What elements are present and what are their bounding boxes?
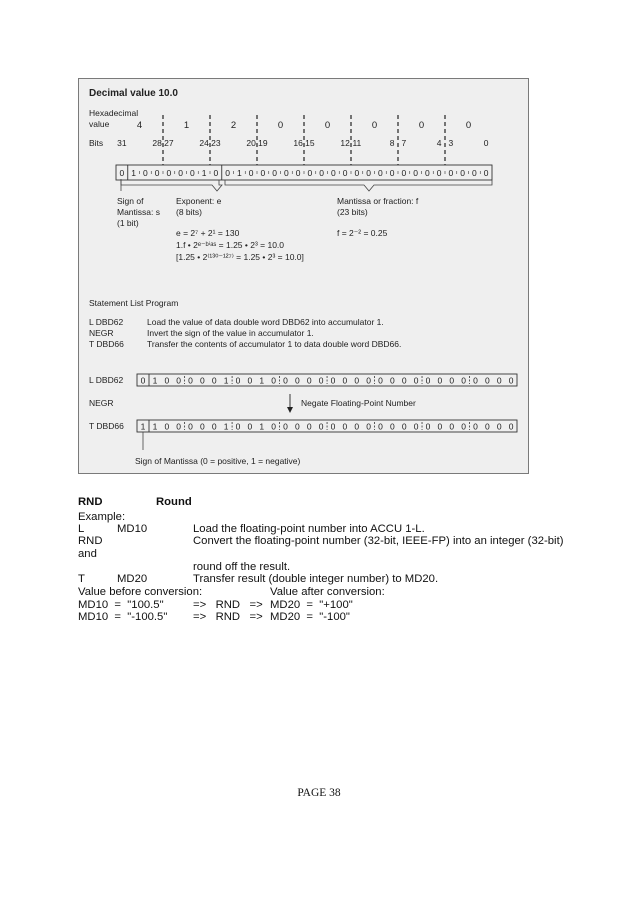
reg2-label: T DBD66 bbox=[89, 421, 124, 431]
hex-digit: 0 bbox=[324, 120, 331, 131]
bit-number: 20 bbox=[246, 138, 256, 148]
register-bit: 1 bbox=[140, 421, 146, 432]
register-dbd66 bbox=[137, 420, 517, 432]
mantissa-equation: f = 2⁻² = 0.25 bbox=[337, 228, 388, 238]
bit-number: 4 bbox=[436, 138, 442, 148]
negr-note: Negate Floating-Point Number bbox=[301, 398, 416, 408]
register-bit: 0 bbox=[413, 421, 419, 432]
conv2-input: MD10 = "-100.5" bbox=[78, 611, 168, 623]
register-bit: 1 bbox=[223, 375, 229, 386]
register-bit: 0 bbox=[366, 375, 371, 386]
bit-cell: 0 bbox=[225, 168, 230, 178]
register-bit: 0 bbox=[496, 421, 502, 432]
register-bit: 0 bbox=[176, 421, 182, 432]
register-bit: 0 bbox=[484, 421, 490, 432]
register-bit: 0 bbox=[437, 421, 443, 432]
stl-desc-1: Load the value of data double word DBD62 into accumulator 1. bbox=[147, 317, 384, 327]
bit-cell: 0 bbox=[436, 168, 442, 178]
bit-cell: 0 bbox=[354, 168, 360, 178]
stl-desc-2: Invert the sign of the value in accumulator 1. bbox=[147, 328, 314, 338]
register-bit: 0 bbox=[401, 375, 407, 386]
ieee-float-figure bbox=[78, 78, 529, 474]
bit-cell: 0 bbox=[425, 168, 430, 178]
register-bit: 0 bbox=[318, 375, 324, 386]
register-bit: 0 bbox=[164, 421, 170, 432]
register-bit: 0 bbox=[342, 375, 348, 386]
example-label: Example: bbox=[78, 511, 126, 523]
register-bit: 0 bbox=[354, 421, 360, 432]
register-bit: 0 bbox=[188, 375, 193, 386]
after-label: Value after conversion: bbox=[270, 586, 385, 598]
hex-digit: 0 bbox=[277, 120, 284, 131]
bit-cell: 0 bbox=[284, 168, 289, 178]
register-dbd62 bbox=[137, 374, 517, 386]
register-bit: 0 bbox=[413, 375, 419, 386]
row2-desc: Convert the floating-point number (32-bit, IEEE-FP) into an integer (32-bit) bbox=[193, 535, 564, 547]
hex-digit: 1 bbox=[183, 120, 190, 131]
register-bit: 0 bbox=[235, 375, 241, 386]
row1-operand: MD10 bbox=[117, 523, 148, 535]
negate-arrow-head bbox=[287, 407, 293, 413]
rnd-heading-title: Round bbox=[156, 496, 192, 508]
bit-number: 24 bbox=[199, 138, 209, 148]
bit-number: 19 bbox=[258, 138, 268, 148]
register-bit: 0 bbox=[283, 375, 288, 386]
row1-op: L bbox=[78, 523, 85, 535]
register-bit: 0 bbox=[461, 421, 466, 432]
bit-cell: 0 bbox=[472, 168, 477, 178]
register-bit: 0 bbox=[437, 375, 443, 386]
exponent-equation: e = 2⁷ + 2¹ = 130 bbox=[176, 228, 240, 238]
bit-cell: 0 bbox=[119, 168, 125, 178]
register-bit: 0 bbox=[354, 375, 360, 386]
row3-desc: Transfer result (double integer number) to MD20. bbox=[193, 573, 439, 585]
bit-number: 28 bbox=[152, 138, 162, 148]
stl-instr-3: T DBD66 bbox=[89, 339, 124, 349]
bit-numbers bbox=[117, 138, 489, 148]
register-bit: 0 bbox=[449, 375, 455, 386]
stl-instr-2: NEGR bbox=[89, 328, 114, 338]
row1-desc: Load the floating-point number into ACCU 1-L. bbox=[193, 523, 425, 535]
bit-number: 8 bbox=[389, 138, 395, 148]
bit-cell: 0 bbox=[389, 168, 395, 178]
bit-cell: 0 bbox=[248, 168, 254, 178]
bit-cell: 0 bbox=[378, 168, 383, 178]
bit-number: 23 bbox=[211, 138, 221, 148]
register-bit: 0 bbox=[389, 421, 395, 432]
bit-cell: 0 bbox=[307, 168, 313, 178]
register-bit: 0 bbox=[200, 421, 205, 432]
row2-desc-2: round off the result. bbox=[193, 561, 291, 573]
register-bit: 0 bbox=[378, 421, 383, 432]
bit-cell: 0 bbox=[460, 168, 465, 178]
register-bit: 0 bbox=[378, 375, 383, 386]
bit-number: 0 bbox=[483, 138, 489, 148]
bit-cell: 0 bbox=[413, 168, 418, 178]
bit-number: 27 bbox=[164, 138, 174, 148]
row2-op: RND bbox=[78, 535, 103, 547]
register-bit: 0 bbox=[401, 421, 407, 432]
bit-number: 15 bbox=[305, 138, 315, 148]
register-bit: 0 bbox=[366, 421, 371, 432]
register-bit: 1 bbox=[152, 421, 158, 432]
bit-cell: 1 bbox=[237, 168, 242, 178]
row2-continuation: and bbox=[78, 548, 97, 560]
register-bit: 0 bbox=[200, 375, 205, 386]
conv1-input: MD10 = "100.5" bbox=[78, 599, 164, 611]
register-bit: 0 bbox=[473, 375, 478, 386]
bit-number: 3 bbox=[448, 138, 454, 148]
hex-digit: 4 bbox=[136, 120, 143, 131]
bit-cell: 0 bbox=[166, 168, 172, 178]
bit-cell: 0 bbox=[154, 168, 160, 178]
bit-cell: 0 bbox=[272, 168, 277, 178]
stl-instr-1: L DBD62 bbox=[89, 317, 124, 327]
register-bit: 0 bbox=[164, 375, 170, 386]
register-bit: 0 bbox=[271, 421, 277, 432]
bit-cell: 0 bbox=[295, 168, 301, 178]
register-bit: 0 bbox=[295, 375, 300, 386]
bit-cell: 0 bbox=[448, 168, 454, 178]
register-bit: 0 bbox=[473, 421, 478, 432]
hex-digit: 0 bbox=[465, 120, 472, 131]
register-bit: 0 bbox=[342, 421, 348, 432]
register-bit: 0 bbox=[306, 375, 312, 386]
register-bit: 0 bbox=[140, 375, 146, 386]
exponent-label-1: Exponent: e bbox=[176, 196, 222, 206]
register-bit: 0 bbox=[211, 375, 217, 386]
register-bit: 1 bbox=[223, 421, 229, 432]
bit-cell: 0 bbox=[319, 168, 324, 178]
exponent-label-2: (8 bits) bbox=[176, 207, 202, 217]
conv2-op: => RND => bbox=[193, 611, 263, 623]
negr-label: NEGR bbox=[89, 398, 114, 408]
register-bit: 1 bbox=[259, 421, 265, 432]
conv2-output: MD20 = "-100" bbox=[270, 611, 350, 623]
register-bit: 0 bbox=[330, 375, 336, 386]
hex-label-2: value bbox=[89, 119, 110, 129]
sign-label-2: Mantissa: s bbox=[117, 207, 160, 217]
hex-digit: 0 bbox=[418, 120, 425, 131]
bit-number: 31 bbox=[117, 138, 127, 148]
sign-label-1: Sign of bbox=[117, 196, 144, 206]
bit-number: 7 bbox=[401, 138, 407, 148]
register-bit: 0 bbox=[247, 421, 253, 432]
register-bit: 0 bbox=[461, 375, 466, 386]
register-bit: 0 bbox=[449, 421, 455, 432]
register-bit: 0 bbox=[306, 421, 312, 432]
register-bit: 0 bbox=[247, 375, 253, 386]
conv1-op: => RND => bbox=[193, 599, 263, 611]
register-bit: 0 bbox=[508, 375, 514, 386]
before-label: Value before conversion: bbox=[78, 586, 203, 598]
bit-cell: 0 bbox=[401, 168, 407, 178]
bit-cell: 0 bbox=[483, 168, 489, 178]
register-bit: 0 bbox=[484, 375, 490, 386]
register-bit: 0 bbox=[425, 375, 431, 386]
formula-2: [1.25 • 2⁽¹³⁰⁻¹²⁷⁾ = 1.25 • 2³ = 10.0] bbox=[176, 252, 304, 262]
bit-cell: 0 bbox=[366, 168, 371, 178]
register-bit: 0 bbox=[508, 421, 514, 432]
bit-cell: 0 bbox=[190, 168, 195, 178]
register-bit: 0 bbox=[318, 421, 324, 432]
reg1-label: L DBD62 bbox=[89, 375, 124, 385]
register-bit: 0 bbox=[295, 421, 300, 432]
sign-label-3: (1 bit) bbox=[117, 218, 139, 228]
register-bit: 0 bbox=[496, 375, 502, 386]
hex-label-1: Hexadecimal bbox=[89, 108, 139, 118]
register-bit: 0 bbox=[211, 421, 217, 432]
register-bit: 0 bbox=[425, 421, 431, 432]
bit-cell: 0 bbox=[331, 168, 336, 178]
register-bit: 0 bbox=[235, 421, 241, 432]
conv1-output: MD20 = "+100" bbox=[270, 599, 353, 611]
register-bit: 0 bbox=[330, 421, 336, 432]
stl-title: Statement List Program bbox=[89, 298, 179, 308]
bit-number: 12 bbox=[340, 138, 350, 148]
bit-cell: 0 bbox=[342, 168, 348, 178]
formula-1: 1.f • 2ᵉ⁻ᵇⁱᵃˢ = 1.25 • 2³ = 10.0 bbox=[176, 240, 285, 250]
register-bit: 0 bbox=[188, 421, 193, 432]
register-bit: 0 bbox=[176, 375, 182, 386]
bits-label: Bits bbox=[89, 138, 104, 148]
register-bit: 1 bbox=[259, 375, 265, 386]
figure-svg bbox=[79, 79, 528, 473]
sign-footnote: Sign of Mantissa (0 = positive, 1 = negative) bbox=[135, 456, 301, 466]
hex-digit: 0 bbox=[371, 120, 378, 131]
mantissa-brace bbox=[225, 180, 492, 191]
register-bit: 1 bbox=[152, 375, 158, 386]
bit-cell: 1 bbox=[201, 168, 207, 178]
bit-cell: 0 bbox=[260, 168, 266, 178]
rnd-heading-code: RND bbox=[78, 496, 103, 508]
bit-number: 11 bbox=[352, 138, 362, 148]
mantissa-label-2: (23 bits) bbox=[337, 207, 368, 217]
row3-op: T bbox=[78, 573, 85, 585]
hex-digit: 2 bbox=[230, 120, 237, 131]
register-bit: 0 bbox=[389, 375, 395, 386]
page-number: PAGE 38 bbox=[297, 787, 341, 799]
mantissa-label-1: Mantissa or fraction: f bbox=[337, 196, 419, 206]
exponent-brace bbox=[121, 180, 222, 191]
bit-register bbox=[116, 165, 492, 180]
bit-number: 16 bbox=[293, 138, 303, 148]
figure-title: Decimal value 10.0 bbox=[89, 88, 178, 99]
register-bit: 0 bbox=[283, 421, 288, 432]
bit-cell: 0 bbox=[178, 168, 183, 178]
register-bit: 0 bbox=[271, 375, 277, 386]
stl-desc-3: Transfer the contents of accumulator 1 to data double word DBD66. bbox=[147, 339, 402, 349]
bit-cell: 1 bbox=[131, 168, 136, 178]
bit-cell: 0 bbox=[143, 168, 148, 178]
bit-cell: 0 bbox=[213, 168, 219, 178]
row3-operand: MD20 bbox=[117, 573, 148, 585]
